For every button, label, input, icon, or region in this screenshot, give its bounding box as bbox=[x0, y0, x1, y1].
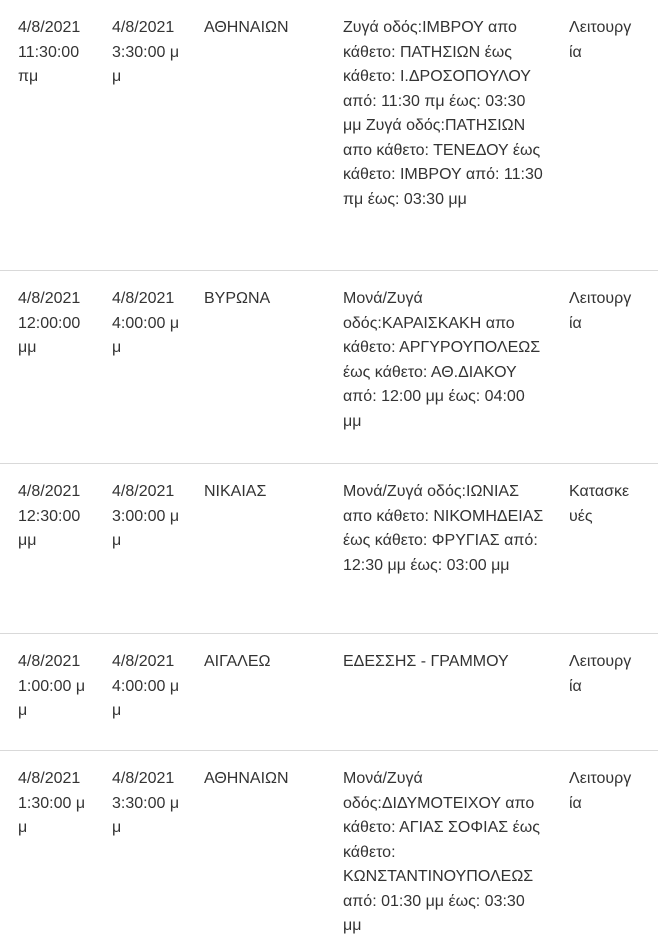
start-datetime-cell: 4/8/2021 12:30:00 μμ bbox=[18, 483, 81, 549]
start-datetime-cell: 4/8/2021 1:30:00 μμ bbox=[18, 770, 86, 836]
end-datetime-cell: 4/8/2021 3:00:00 μμ bbox=[112, 483, 180, 549]
start-datetime-cell: 4/8/2021 11:30:00 πμ bbox=[18, 19, 81, 85]
reason-cell: Λειτουργία bbox=[569, 19, 632, 61]
area-cell: ΑΘΗΝΑΙΩΝ bbox=[204, 19, 289, 36]
area-cell: ΝΙΚΑΙΑΣ bbox=[204, 483, 267, 500]
end-datetime-cell: 4/8/2021 3:30:00 μμ bbox=[112, 19, 180, 85]
start-datetime-cell: 4/8/2021 1:00:00 μμ bbox=[18, 653, 86, 719]
description-cell: Μονά/Ζυγά οδός:ΙΩΝΙΑΣ απο κάθετο: ΝΙΚΟΜΗΔΕΙΑΣ έως κάθετο: ΦΡΥΓΙΑΣ από: 12:30 μμ έως: 03:00 μμ bbox=[343, 483, 544, 574]
end-datetime-cell: 4/8/2021 3:30:00 μμ bbox=[112, 770, 180, 836]
reason-cell: Λειτουργία bbox=[569, 290, 632, 332]
reason-cell: Λειτουργία bbox=[569, 653, 632, 695]
description-cell: Μονά/Ζυγά οδός:ΔΙΔΥΜΟΤΕΙΧΟΥ απο κάθετο: ΑΓΙΑΣ ΣΟΦΙΑΣ έως κάθετο: ΚΩΝΣΤΑΝΤΙΝΟΥΠΟΛΕΩΣ από: 01:30 μμ έως: 03:30 μμ bbox=[343, 770, 540, 934]
area-cell: ΑΙΓΑΛΕΩ bbox=[204, 653, 271, 670]
reason-cell: Κατασκευές bbox=[569, 483, 630, 525]
description-cell: Μονά/Ζυγά οδός:ΚΑΡΑΙΣΚΑΚΗ απο κάθετο: ΑΡΓΥΡΟΥΠΟΛΕΩΣ έως κάθετο: ΑΘ.ΔΙΑΚΟΥ από: 12:00 μμ έως: 04:00 μμ bbox=[343, 290, 541, 430]
end-datetime-cell: 4/8/2021 4:00:00 μμ bbox=[112, 290, 180, 356]
end-datetime-cell: 4/8/2021 4:00:00 μμ bbox=[112, 653, 180, 719]
reason-cell: Λειτουργία bbox=[569, 770, 632, 812]
table-row bbox=[0, 0, 658, 271]
table-row bbox=[0, 751, 658, 945]
table-row bbox=[0, 271, 658, 464]
area-cell: ΑΘΗΝΑΙΩΝ bbox=[204, 770, 289, 787]
area-cell: ΒΥΡΩΝΑ bbox=[204, 290, 271, 307]
description-cell: ΕΔΕΣΣΗΣ - ΓΡΑΜΜΟΥ bbox=[343, 653, 509, 670]
table-row bbox=[0, 464, 658, 634]
description-cell: Ζυγά οδός:ΙΜΒΡΟΥ απο κάθετο: ΠΑΤΗΣΙΩΝ έως κάθετο: Ι.ΔΡΟΣΟΠΟΥΛΟΥ από: 11:30 πμ έως: 03:30 μμ Ζυγά οδός:ΠΑΤΗΣΙΩΝ απο κάθετο: ΤΕΝΕΔΟΥ έως κάθετο: ΙΜΒΡΟΥ από: 11:30 πμ έως: 03:30 μμ bbox=[343, 19, 543, 208]
start-datetime-cell: 4/8/2021 12:00:00 μμ bbox=[18, 290, 81, 356]
table-row bbox=[0, 634, 658, 751]
